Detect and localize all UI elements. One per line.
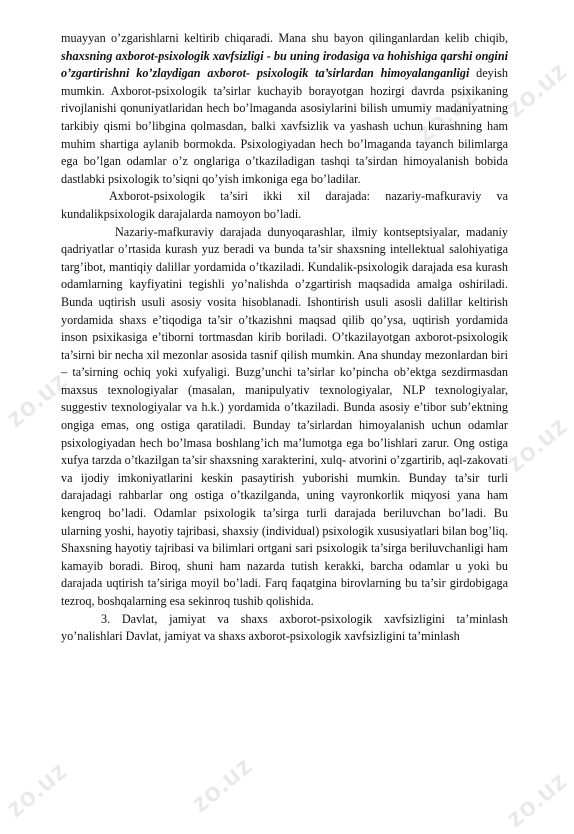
watermark: zo.uz (410, 80, 483, 148)
paragraph-levels: Axborot-psixologik ta’siri ikki xil darajada: nazariy-mafkuraviy va kundalikpsixologik darajalarda namoyon bo’ladi. (61, 189, 508, 221)
watermark: zo.uz (0, 365, 73, 433)
watermark: zo.uz (185, 750, 258, 818)
document-page (61, 30, 508, 646)
paragraph-text: muayyan o’zgarishlarni keltirib chiqaradi. Mana shu bayon qilinganlardan kelib chiqib, (61, 31, 508, 45)
watermark: zo.uz (500, 55, 573, 123)
watermark: zo.uz (500, 410, 573, 478)
paragraph-theory: Nazariy-mafkuraviy darajada dunyoqarashlar, ilmiy kontseptsiyalar, madaniy qadriyatlar o’rtasida kurash yuz beradi va bunda ta’sir shaxsning intellektual salohiyatiga targ’ibot, mantiqiy dalillar yordamida o’tkaziladi. Kundalik-psixologik darajada esa kurash odamlarning kayfiyatini tegishli yo’nalishda o’zgartirish maqsadida amalga oshiriladi. Bunda uqtirish usuli asosiy vosita hisoblanadi. Ishontirish usuli asosli dalillar keltirish yordamida shaxs e’tiqodiga ta’sir o’tkazishni maqsad qilib qo’ysa, uqtirish yordamida inson psixikasiga e’tiborni tortmasdan kirib boriladi. O’tkazilayotgan axborot-psixologik ta’sirni bir necha xil mezonlar asosida tasnif qilish mumkin. Ana shunday mezonlardan biri – ta’sirning ochiq yoki xufyaligi. Buzg’unchi ta’sirlar ko’pincha ob’ektga sezdirmasdan maxsus texnologiyalar (masalan, manipulyativ texnologiyalar, NLP texnologiyalar, suggestiv texnologiyalar va h.k.) yordamida o’tkaziladi. Bunda asosiy e’tibor sub’ektning ongiga emas, ong ostiga qaratiladi. Bunday ta’sirlardan himoyalanish uchun odamlar psixologiyadan hech bo’lmasa boshlang’ich ma’lumotga ega bo’lishlari zarur. Ong ostiga xufya tarzda o’tkazilgan ta’sir shaxsning xarakterini, xulq- atvorini o’zgartirib, aql-zakovati va ijodiy imkoniyatlarini keskin pasaytirish yuborishi mumkin. Bunday ta’sir turli darajadagi rahbarlar ong ostiga o’tkazilganda, uning vayronkorlik miqyosi yana ham kengroq bo’ladi. Odamlar psixologik ta’sirga turli darajada beriluvchan bo’ladi. Bu ularning yoshi, hayotiy tajribasi, shaxsiy (individual) psixologik xususiyatlari bilan bog’liq. Shaxsning hayotiy tajribasi va bilimlari ortgani sari psixologik ta’sirga beriluvchanligi ham kamayib boradi. Biroq, shuni ham nazarda tutish kerakki, barcha odamlar u yoki bu darajada uqtirish ta’siriga moyil bo’ladi. Farq faqatgina birovlarning bu ta’sir girdobigaga tezroq, boshqalarning esa sekinroq tushib qolishida. (61, 224, 508, 608)
paragraph-section-3: 3. Davlat, jamiyat va shaxs axborot-psixologik xavfsizligini ta’minlash yo’nalishlari Davlat, jamiyat va shaxs axborot-psixologik xavfsizligini ta’minlash (61, 611, 508, 644)
definition-emphasis: shaxsning axborot-psixologik xavfsizligi - bu uning irodasiga va hohishiga qarshi ongini o’zgartirishni ko’zlaydigan axborot- psixologik ta’sirlardan himoyalanganligi (61, 48, 508, 81)
watermark: zo.uz (0, 755, 73, 823)
paragraph-text: deyish mumkin. Axborot-psixologik ta’sirlar kuchayib borayotgan hozirgi davrda psixikaning rivojlanishi qonuniyatlaridan hech bo’lmaganda asosiylarini bilish umumiy madaniyatning tarkibiy qismi bo’libgina qolmasdan, balki xavfsizlik va yashash uchun kurashning ham muhim shartiga aylanib bormokda. Psixologiyadan hech bo’lmaganda tayanch bilimlarga ega bo’lgan odamlar o’z onglariga o’tkaziladigan tashqi ta’sirdan himoyalanish bobida dastlabki psixologik to’siqni qo’yish imkoniga ega bo’ladilar. (61, 66, 508, 186)
watermark: zo.uz (500, 765, 573, 833)
paragraph-definition (61, 30, 508, 188)
